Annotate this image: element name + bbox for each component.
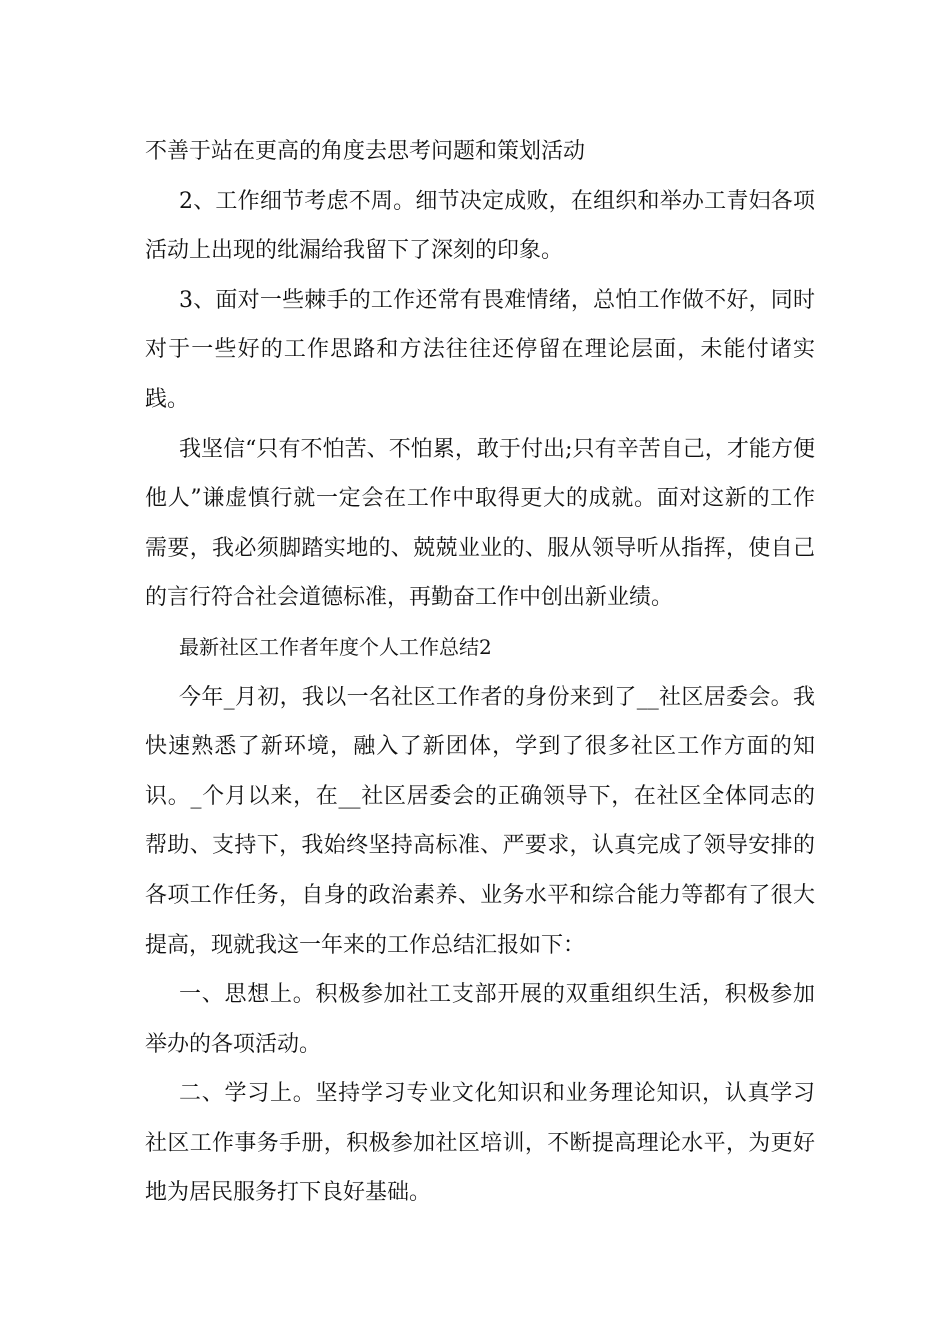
paragraph-belief: 我坚信“只有不怕苦、不怕累，敢于付出;只有辛苦自己，才能方便他人”谦虚慎行就一定会在工作中取得更大的成就。面对这新的工作需要，我必须脚踏实地的、兢兢业业的、服从领导听从指挥，使自己的言行符合社会道德标准，再勤奋工作中创出新业绩。 [145, 436, 815, 611]
document-body [145, 127, 815, 1218]
paragraph-study: 二、学习上。坚持学习专业文化知识和业务理论知识，认真学习社区工作事务手册，积极参加社区培训，不断提高理论水平，为更好地为居民服务打下良好基础。 [145, 1081, 815, 1206]
paragraph-item-2: 2、工作细节考虑不周。细节决定成败，在组织和举办工青妇各项活动上出现的纰漏给我留下了深刻的印象。 [145, 188, 815, 264]
paragraph-item-3: 3、面对一些棘手的工作还常有畏难情绪，总怕工作做不好，同时对于一些好的工作思路和方法往往还停留在理论层面，未能付诸实践。 [145, 287, 815, 412]
paragraph-intro: 今年_月初，我以一名社区工作者的身份来到了__社区居委会。我快速熟悉了新环境，融入了新团体，学到了很多社区工作方面的知识。_个月以来，在__社区居委会的正确领导下，在社区全体同志的帮助、支持下，我始终坚持高标准、严要求，认真完成了领导安排的各项工作任务，自身的政治素养、业务水平和综合能力等都有了很大提高，现就我这一年来的工作总结汇报如下： [145, 684, 815, 958]
section-title: 最新社区工作者年度个人工作总结2 [179, 634, 492, 659]
paragraph-thought: 一、思想上。积极参加社工支部开展的双重组织生活，积极参加举办的各项活动。 [145, 982, 815, 1057]
paragraph-continuation: 不善于站在更高的角度去思考问题和策划活动 [145, 139, 586, 164]
